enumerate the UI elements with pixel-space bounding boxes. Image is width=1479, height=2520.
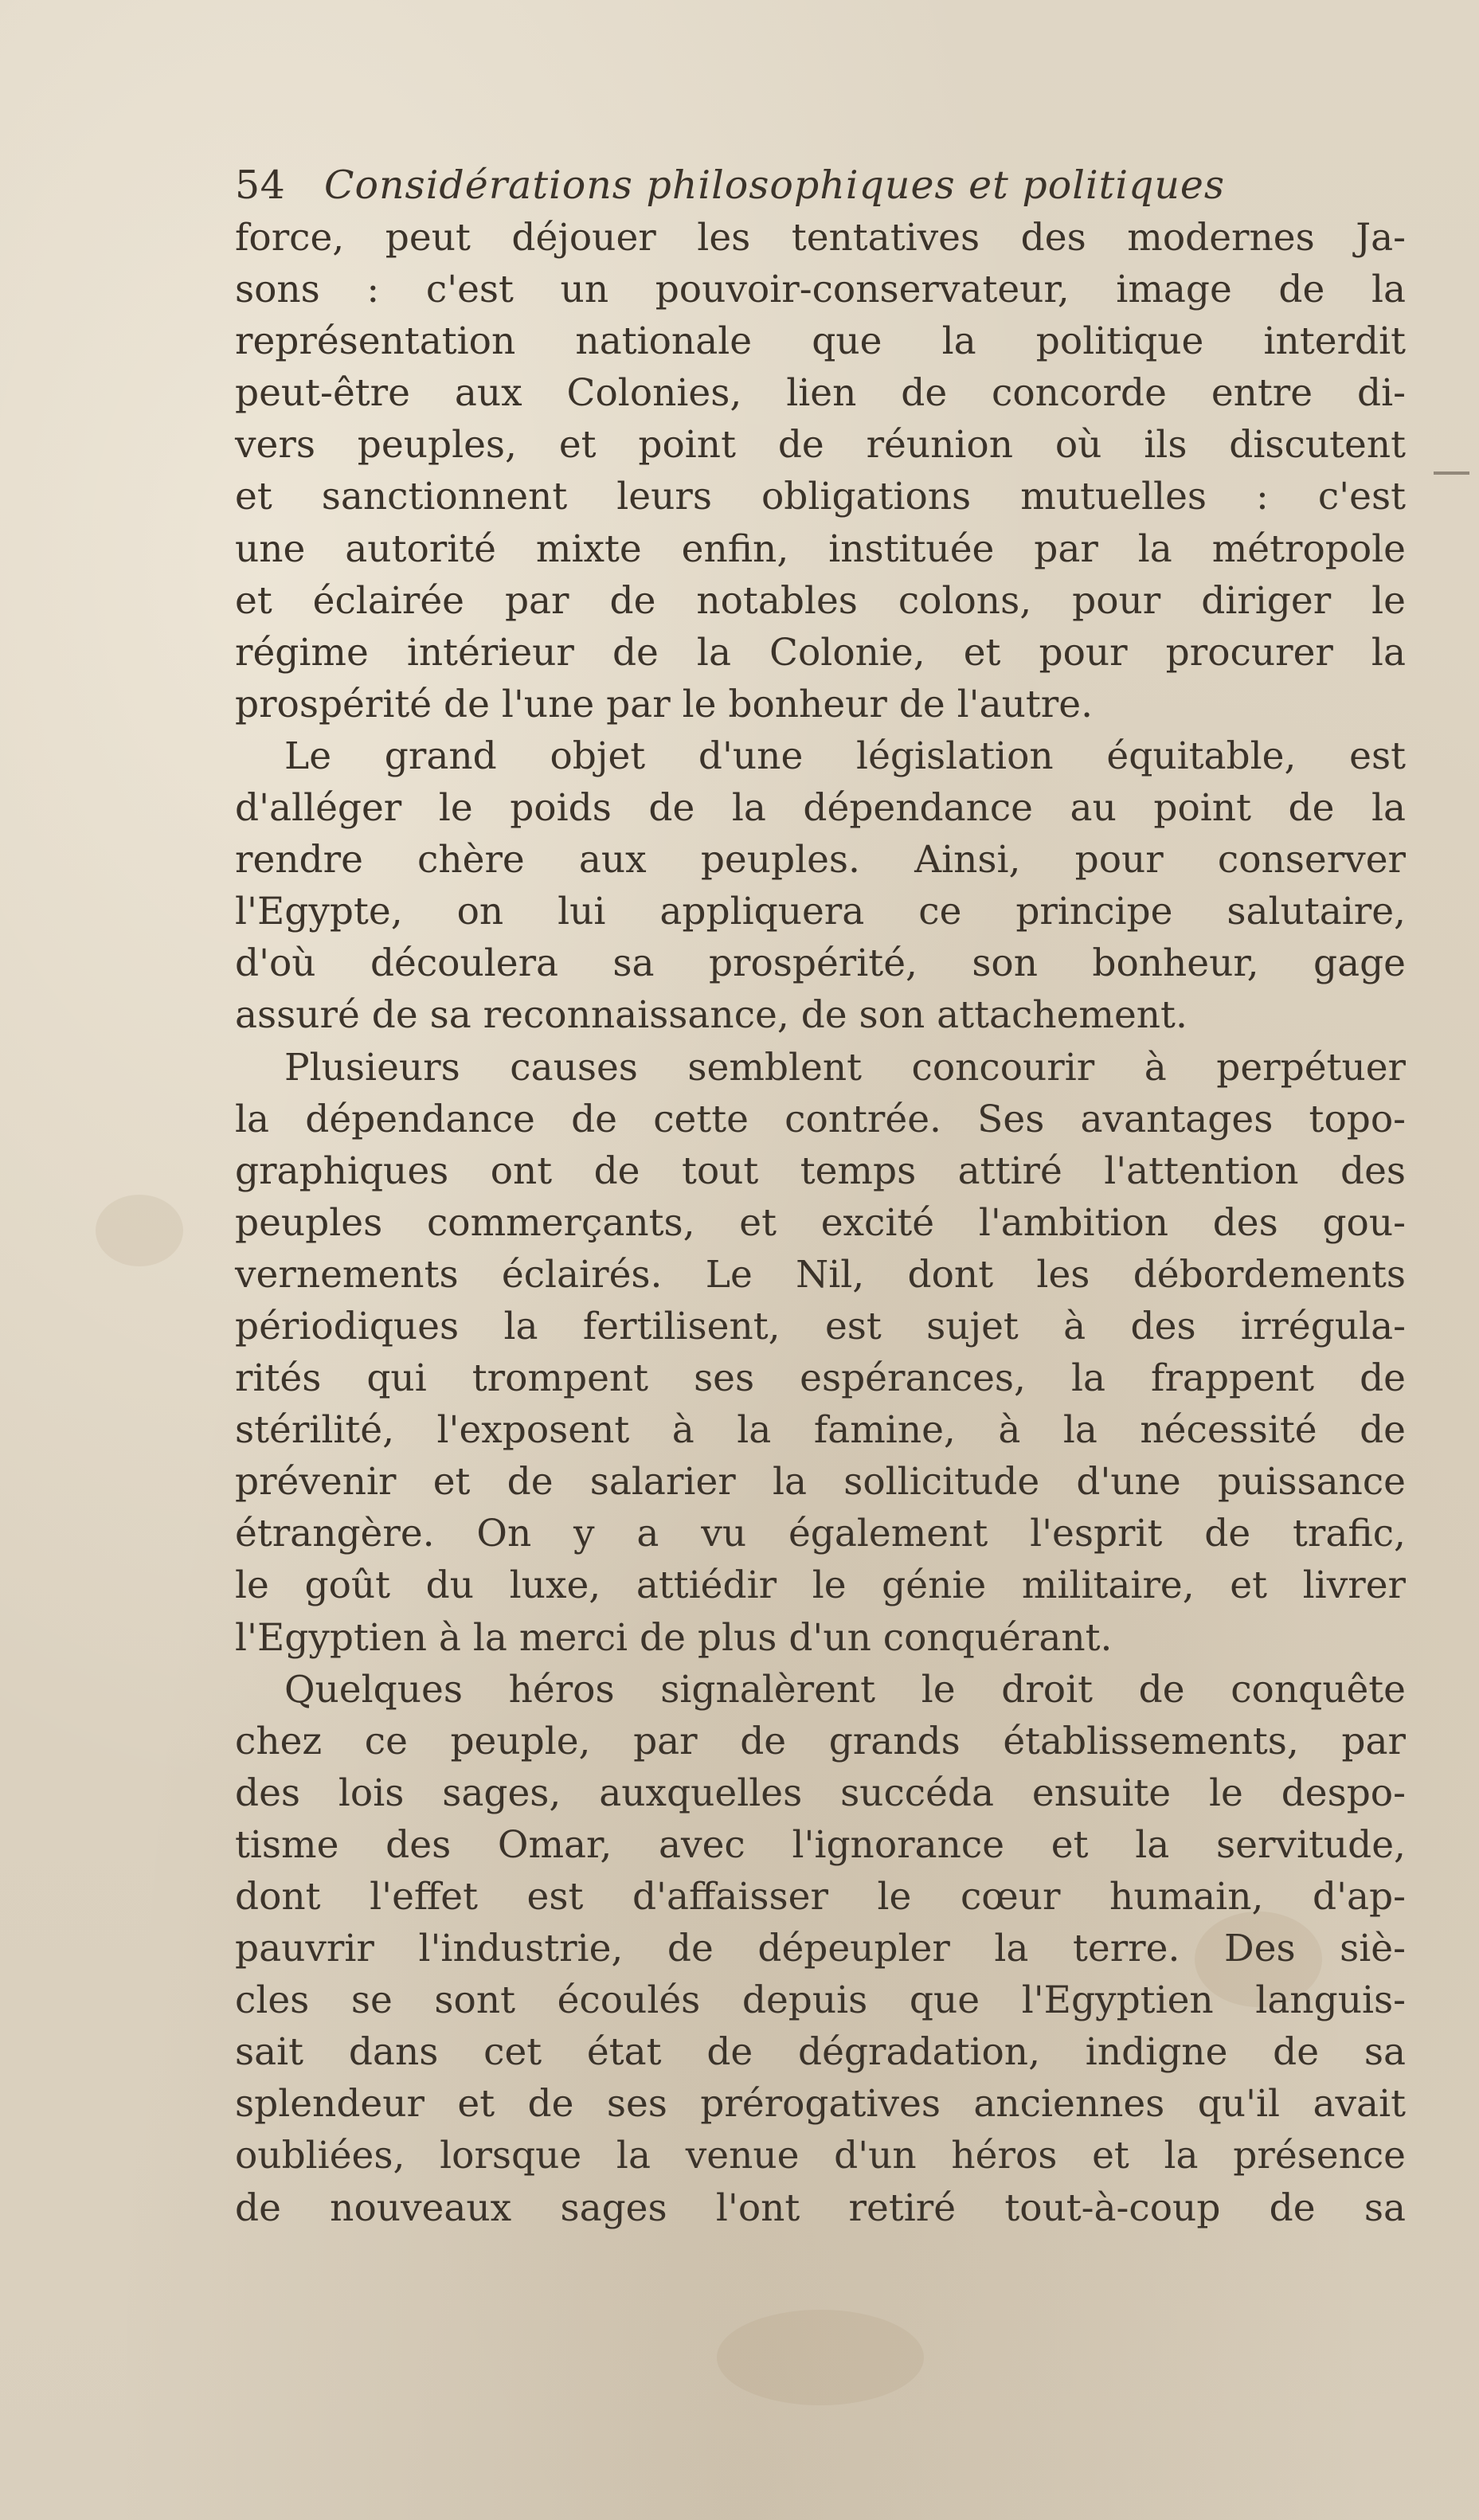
text-line: étrangère. On y a vu également l'esprit de trafic,	[235, 1512, 1406, 1556]
text-line: vers peuples, et point de réunion où ils discutent	[235, 423, 1406, 468]
text-line: l'Egyptien à la merci de plus d'un conquérant.	[235, 1615, 1113, 1660]
text-line: de nouveaux sages l'ont retiré tout-à-coup de sa	[235, 2185, 1406, 2230]
text-line: le goût du luxe, attiédir le génie militaire, et livrer	[235, 1563, 1406, 1608]
running-title: Considérations philosophiques et politiques	[324, 162, 1226, 208]
text-line: sons : c'est un pouvoir-conservateur, image de la	[235, 268, 1406, 312]
text-line: Quelques héros signalèrent le droit de conquête	[284, 1667, 1406, 1712]
text-line: tisme des Omar, avec l'ignorance et la servitude,	[235, 1822, 1406, 1867]
text-line: graphiques ont de tout temps attiré l'attention des	[235, 1148, 1406, 1193]
text-line: prévenir et de salarier la sollicitude d'une puissance	[235, 1460, 1406, 1505]
text-line: représentation nationale que la politique interdit	[235, 319, 1406, 364]
text-line: et éclairée par de notables colons, pour diriger le	[235, 578, 1406, 623]
margin-mark	[1434, 472, 1469, 475]
text-line: assuré de sa reconnaissance, de son attachement.	[235, 993, 1188, 1038]
text-line: peuples commerçants, et excité l'ambition des gou-	[235, 1200, 1406, 1245]
running-head	[235, 159, 1406, 212]
text-line: cles se sont écoulés depuis que l'Egyptien languis-	[235, 1978, 1406, 2023]
text-line: des lois sages, auxquelles succéda ensuite le despo-	[235, 1771, 1406, 1815]
text-line: force, peut déjouer les tentatives des modernes Ja-	[235, 216, 1406, 260]
text-line: prospérité de l'une par le bonheur de l'autre.	[235, 682, 1094, 726]
paper-stain	[717, 2310, 924, 2405]
text-line: dont l'effet est d'affaisser le cœur humain, d'ap-	[235, 1875, 1406, 1919]
page-number: 54	[235, 162, 286, 208]
text-line: vernements éclairés. Le Nil, dont les débordements	[235, 1252, 1406, 1297]
text-line: pauvrir l'industrie, de dépeupler la terre. Des siè-	[235, 1927, 1406, 1971]
text-line: Le grand objet d'une législation équitable, est	[284, 734, 1406, 778]
text-line: et sanctionnent leurs obligations mutuelles : c'est	[235, 475, 1406, 519]
text-line: d'où découlera sa prospérité, son bonheur, gage	[235, 941, 1406, 986]
page-text	[235, 159, 1406, 2234]
paper-stain	[96, 1195, 183, 1266]
text-line: régime intérieur de la Colonie, et pour procurer la	[235, 630, 1406, 675]
text-line: l'Egypte, on lui appliquera ce principe salutaire,	[235, 890, 1406, 934]
text-line: rités qui trompent ses espérances, la frappent de	[235, 1356, 1406, 1401]
text-line: sait dans cet état de dégradation, indigne de sa	[235, 2030, 1406, 2075]
text-line: une autorité mixte enfin, instituée par la métropole	[235, 526, 1406, 571]
text-line: périodiques la fertilisent, est sujet à des irrégula-	[235, 1304, 1406, 1348]
text-line: d'alléger le poids de la dépendance au point de la	[235, 786, 1406, 831]
text-line: rendre chère aux peuples. Ainsi, pour conserver	[235, 838, 1406, 882]
text-line: stérilité, l'exposent à la famine, à la nécessité de	[235, 1408, 1406, 1453]
text-line: peut-être aux Colonies, lien de concorde entre di-	[235, 371, 1406, 416]
text-line: oubliées, lorsque la venue d'un héros et la présence	[235, 2134, 1406, 2178]
text-line: Plusieurs causes semblent concourir à perpétuer	[284, 1045, 1406, 1090]
text-line: chez ce peuple, par de grands établissements, par	[235, 1719, 1406, 1763]
text-line: splendeur et de ses prérogatives anciennes qu'il avait	[235, 2082, 1406, 2127]
text-line: la dépendance de cette contrée. Ses avantages topo-	[235, 1097, 1406, 1141]
